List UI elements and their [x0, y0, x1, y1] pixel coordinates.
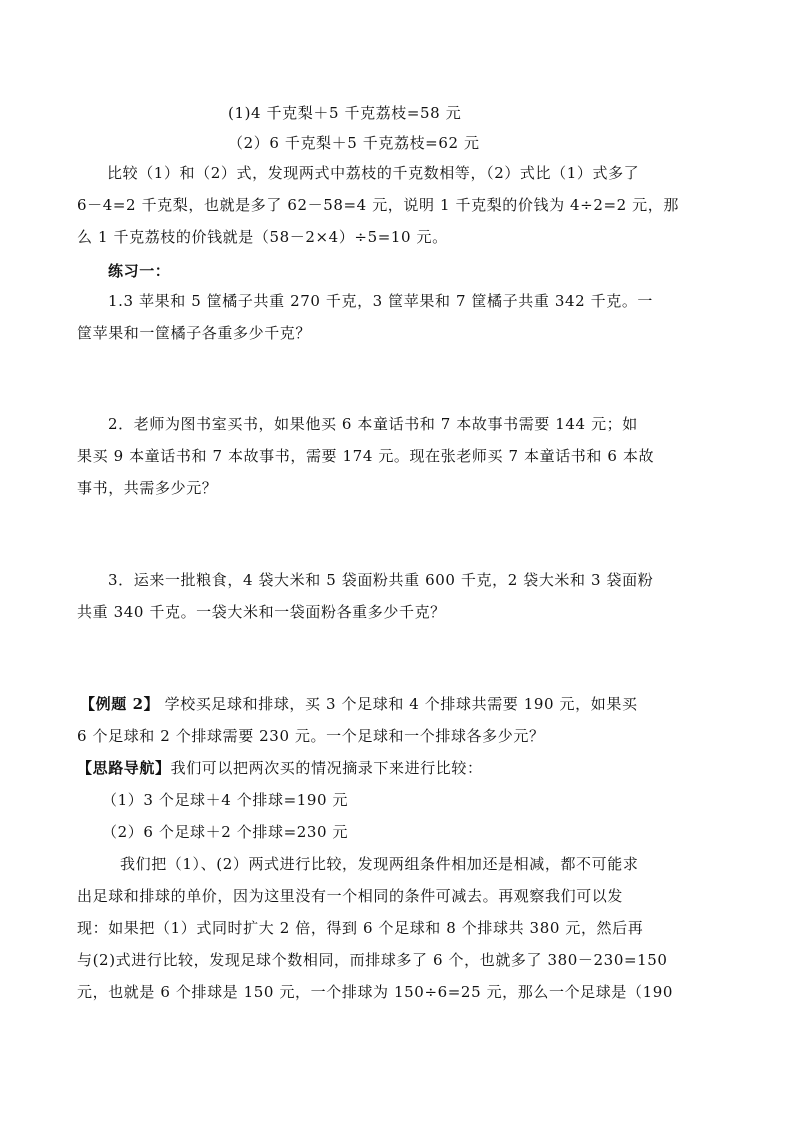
practice-question-2-line-1: 2．老师为图书室买书，如果他买 6 本童话书和 7 本故事书需要 144 元；如 [108, 415, 638, 433]
example2-equation-2: （2）6 个足球＋2 个排球=230 元 [102, 823, 349, 841]
example2-explanation-line-3: 现：如果把（1）式同时扩大 2 倍，得到 6 个足球和 8 个排球共 380 元，然后再 [77, 919, 644, 937]
example2-line-2: 6 个足球和 2 个排球需要 230 元。一个足球和一个排球各多少元？ [77, 727, 545, 745]
example1-explanation-line-2: 6－4=2 千克梨，也就是多了 62－58=4 元，说明 1 千克梨的价钱为 4÷2=2 元，那 [77, 196, 679, 214]
practice-question-2-line-3: 事书，共需多少元？ [77, 479, 218, 497]
example2-equation-1: （1）3 个足球＋4 个排球=190 元 [102, 791, 349, 809]
practice-question-1-line-2: 筐苹果和一筐橘子各重多少千克？ [77, 324, 312, 342]
example1-explanation-line-1: 比较（1）和（2）式，发现两式中荔枝的千克数相等，（2）式比（1）式多了 [107, 164, 640, 182]
example1-explanation-line-3: 么 1 千克荔枝的价钱就是（58－2×4）÷5=10 元。 [77, 228, 448, 246]
example2-line-1 [80, 694, 638, 714]
example2-explanation-line-4: 与(2)式进行比较，发现足球个数相同，而排球多了 6 个，也就多了 380－230=150 [77, 951, 668, 969]
practice-question-3-line-1: 3．运来一批粮食，4 袋大米和 5 袋面粉共重 600 千克，2 袋大米和 3 袋面粉 [108, 571, 654, 589]
example1-equation-2: （2）6 千克梨＋5 千克荔枝=62 元 [228, 134, 480, 152]
thinking-text: 我们可以把两次买的情况摘录下来进行比较： [170, 759, 483, 777]
practice-question-3-line-2: 共重 340 千克。一袋大米和一袋面粉各重多少千克？ [77, 603, 446, 621]
example2-label: 【例题 2】 [80, 695, 160, 713]
practice-question-1-line-1: 1.3 苹果和 5 筐橘子共重 270 千克，3 筐苹果和 7 筐橘子共重 342 千克。一 [108, 292, 654, 310]
example2-text-1: 学校买足球和排球，买 3 个足球和 4 个排球共需要 190 元，如果买 [159, 695, 638, 713]
practice-question-2-line-2: 果买 9 本童话书和 7 本故事书，需要 174 元。现在张老师买 7 本童话书和 6 本故 [77, 447, 655, 465]
example2-explanation-line-5: 元，也就是 6 个排球是 150 元，一个排球为 150÷6=25 元，那么一个足球是（190 [77, 983, 674, 1001]
thinking-label: 【思路导航】 [77, 759, 171, 777]
thinking-line [77, 758, 483, 778]
example2-explanation-line-2: 出足球和排球的单价，因为这里没有一个相同的条件可减去。再观察我们可以发 [77, 887, 624, 905]
example1-equation-1: (1)4 千克梨＋5 千克荔枝=58 元 [228, 104, 462, 122]
practice-title: 练习一： [108, 262, 171, 280]
example2-explanation-line-1: 我们把（1）、(2）两式进行比较，发现两组条件相加还是相减，都不可能求 [120, 855, 639, 873]
